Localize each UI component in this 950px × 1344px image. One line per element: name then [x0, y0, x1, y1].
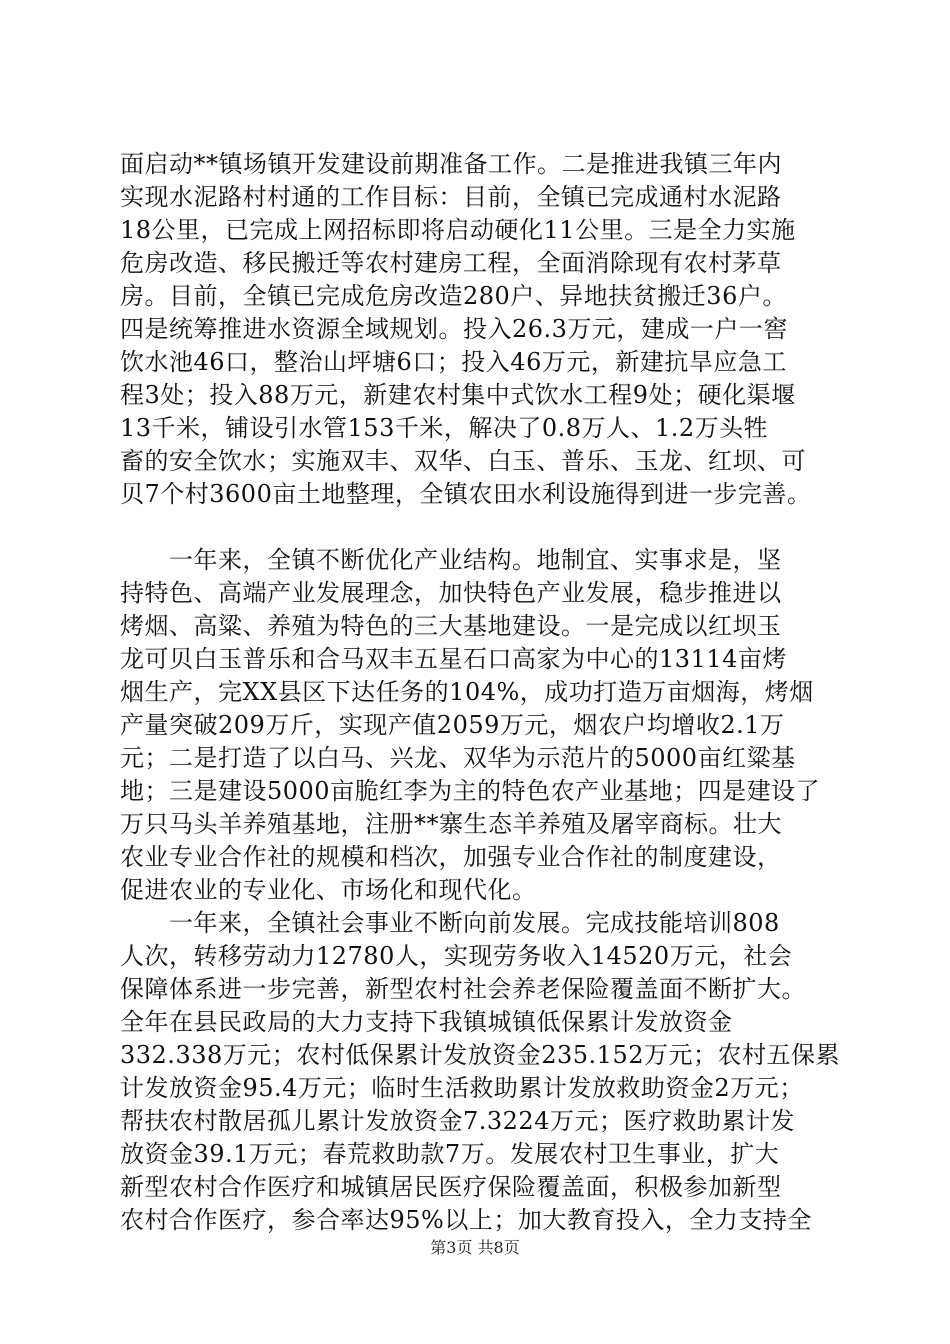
text-line: 烤烟、高粱、养殖为特色的三大基地建设。一是完成以红坝玉 [120, 612, 782, 640]
text-line: 危房改造、移民搬迁等农村建房工程，全面消除现有农村茅草 [120, 249, 782, 277]
text-line: 产量突破209万斤，实现产值2059万元，烟农户均增收2.1万 [120, 711, 785, 739]
text-line: 一年来，全镇不断优化产业结构。地制宜、实事求是，坚 [120, 546, 782, 574]
paragraph-1 [120, 148, 832, 511]
text-line: 持特色、高端产业发展理念，加快特色产业发展，稳步推进以 [120, 579, 782, 607]
text-line: 新型农村合作医疗和城镇居民医疗保险覆盖面，积极参加新型 [120, 1173, 782, 1201]
text-line: 贝7个村3600亩土地整理，全镇农田水利设施得到进一步完善。 [120, 480, 812, 508]
text-line: 保障体系进一步完善，新型农村社会养老保险覆盖面不断扩大。 [120, 975, 806, 1003]
text-line: 程3处；投入88万元，新建农村集中式饮水工程9处；硬化渠堰 [120, 381, 796, 409]
text-line: 农业专业合作社的规模和档次，加强专业合作社的制度建设， [120, 843, 782, 871]
paragraph-spacer [120, 511, 832, 544]
text-line: 房。目前，全镇已完成危房改造280户、异地扶贫搬迁36户。 [120, 282, 787, 310]
text-line: 龙可贝白玉普乐和合马双丰五星石口高家为中心的13114亩烤 [120, 645, 787, 673]
text-line: 全年在县民政局的大力支持下我镇城镇低保累计发放资金 [120, 1008, 733, 1036]
text-line: 计发放资金95.4万元；临时生活救助累计发放救助资金2万元； [120, 1074, 804, 1102]
text-line: 332.338万元；农村低保累计发放资金235.152万元；农村五保累 [120, 1041, 840, 1069]
text-line: 放资金39.1万元；春荒救助款7万。发展农村卫生事业，扩大 [120, 1140, 780, 1168]
text-line: 农村合作医疗，参合率达95%以上；加大教育投入，全力支持全 [120, 1206, 812, 1234]
document-body [120, 148, 840, 1237]
text-line: 促进农业的专业化、市场化和现代化。 [120, 876, 537, 904]
paragraph-2 [120, 544, 832, 907]
text-line: 面启动**镇场镇开发建设前期准备工作。二是推进我镇三年内 [120, 150, 782, 178]
text-line: 万只马头羊养殖基地，注册**寨生态羊养殖及屠宰商标。壮大 [120, 810, 782, 838]
text-line: 地；三是建设5000亩脆红李为主的特色农产业基地；四是建设了 [120, 777, 821, 805]
text-line: 元；二是打造了以白马、兴龙、双华为示范片的5000亩红粱基 [120, 744, 796, 772]
text-line: 实现水泥路村村通的工作目标：目前，全镇已完成通村水泥路 [120, 183, 782, 211]
paragraph-3 [120, 907, 840, 1237]
text-line: 饮水池46口，整治山坪塘6口；投入46万元，新建抗旱应急工 [120, 348, 787, 376]
page-number-footer: 第3页 共8页 [430, 1238, 520, 1257]
text-line: 烟生产，完XX县区下达任务的104%，成功打造万亩烟海，烤烟 [120, 678, 814, 706]
text-line: 畜的安全饮水；实施双丰、双华、白玉、普乐、玉龙、红坝、可 [120, 447, 806, 475]
text-line: 帮扶农村散居孤儿累计发放资金7.3224万元；医疗救助累计发 [120, 1107, 795, 1135]
text-line: 18公里，已完成上网招标即将启动硬化11公里。三是全力实施 [120, 216, 796, 244]
text-line: 13千米，铺设引水管153千米，解决了0.8万人、1.2万头牲 [120, 414, 769, 442]
text-line: 四是统筹推进水资源全域规划。投入26.3万元，建成一户一窖 [120, 315, 788, 343]
text-line: 人次，转移劳动力12780人，实现劳务收入14520万元，社会 [120, 942, 793, 970]
text-line: 一年来，全镇社会事业不断向前发展。完成技能培训808 [120, 909, 780, 937]
